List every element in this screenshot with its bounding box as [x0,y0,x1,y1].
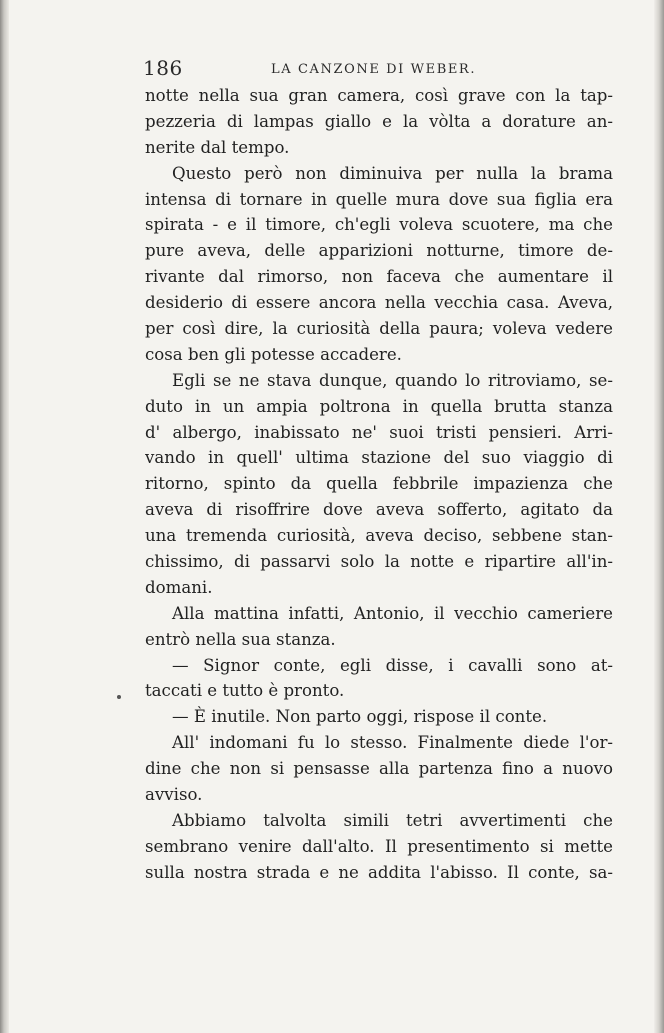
text-line: domani. [145,577,213,597]
text-line: aveva di risoffrire dove aveva sofferto, agitato da [145,500,613,520]
margin-mark [117,695,121,699]
text-line: nerite dal tempo. [145,137,290,157]
text-line: vando in quell' ultima stazione del suo viaggio di [145,448,613,468]
text-line: dine che non si pensasse alla partenza fino a nuovo [145,759,613,779]
text-line: — È inutile. Non parto oggi, rispose il conte. [172,707,548,727]
text-line: Alla mattina infatti, Antonio, il vecchio cameriere [172,603,613,623]
text-line: Abbiamo talvolta simili tetri avvertimenti che [172,810,613,830]
text-line: intensa di tornare in quelle mura dove sua figlia era [145,189,613,209]
text-line: notte nella sua gran camera, così grave con la tap- [145,86,613,105]
text-line: cosa ben gli potesse accadere. [145,344,402,364]
text-line: ritorno, spinto da quella febbrile impazienza che [145,474,613,494]
running-head [143,56,613,86]
text-line: avviso. [145,785,203,805]
text-line: sembrano venire dall'alto. Il presentimento si mette [145,836,613,856]
text-line: sulla nostra strada e ne addita l'abisso. Il conte, sa- [145,862,613,882]
text-line: chissimo, di passarvi solo la notte e ripartire all'in- [145,552,613,572]
text-line: Egli se ne stava dunque, quando lo ritroviamo, se- [172,370,613,390]
text-line: duto in un ampia poltrona in quella brutta stanza [145,396,613,416]
page-number: 186 [143,56,183,80]
text-line: una tremenda curiosità, aveva deciso, sebbene stan- [145,526,613,546]
text-line: spirata - e il timore, ch'egli voleva scuotere, ma che [145,215,613,235]
body-text [145,83,613,886]
page-left-edge [0,0,9,1033]
text-line: taccati e tutto è pronto. [145,681,345,701]
text-line: — Signor conte, egli disse, i cavalli sono at- [172,655,613,675]
text-line: d' albergo, inabissato ne' suoi tristi pensieri. Arri- [145,422,613,442]
text-line: pezzeria di lampas giallo e la vòlta a dorature an- [145,111,613,131]
text-line: entrò nella sua stanza. [145,629,336,649]
text-line: pure aveva, delle apparizioni notturne, timore de- [145,241,613,261]
page-right-edge [654,0,664,1033]
text-line: All' indomani fu lo stesso. Finalmente diede l'or- [172,733,613,753]
chapter-title: LA CANZONE DI WEBER. [271,62,477,77]
text-line: rivante dal rimorso, non faceva che aumentare il [145,267,613,287]
text-line: desiderio di essere ancora nella vecchia casa. Aveva, [145,293,613,313]
text-line: Questo però non diminuiva per nulla la brama [172,163,613,183]
text-line: per così dire, la curiosità della paura; voleva vedere [145,319,613,339]
